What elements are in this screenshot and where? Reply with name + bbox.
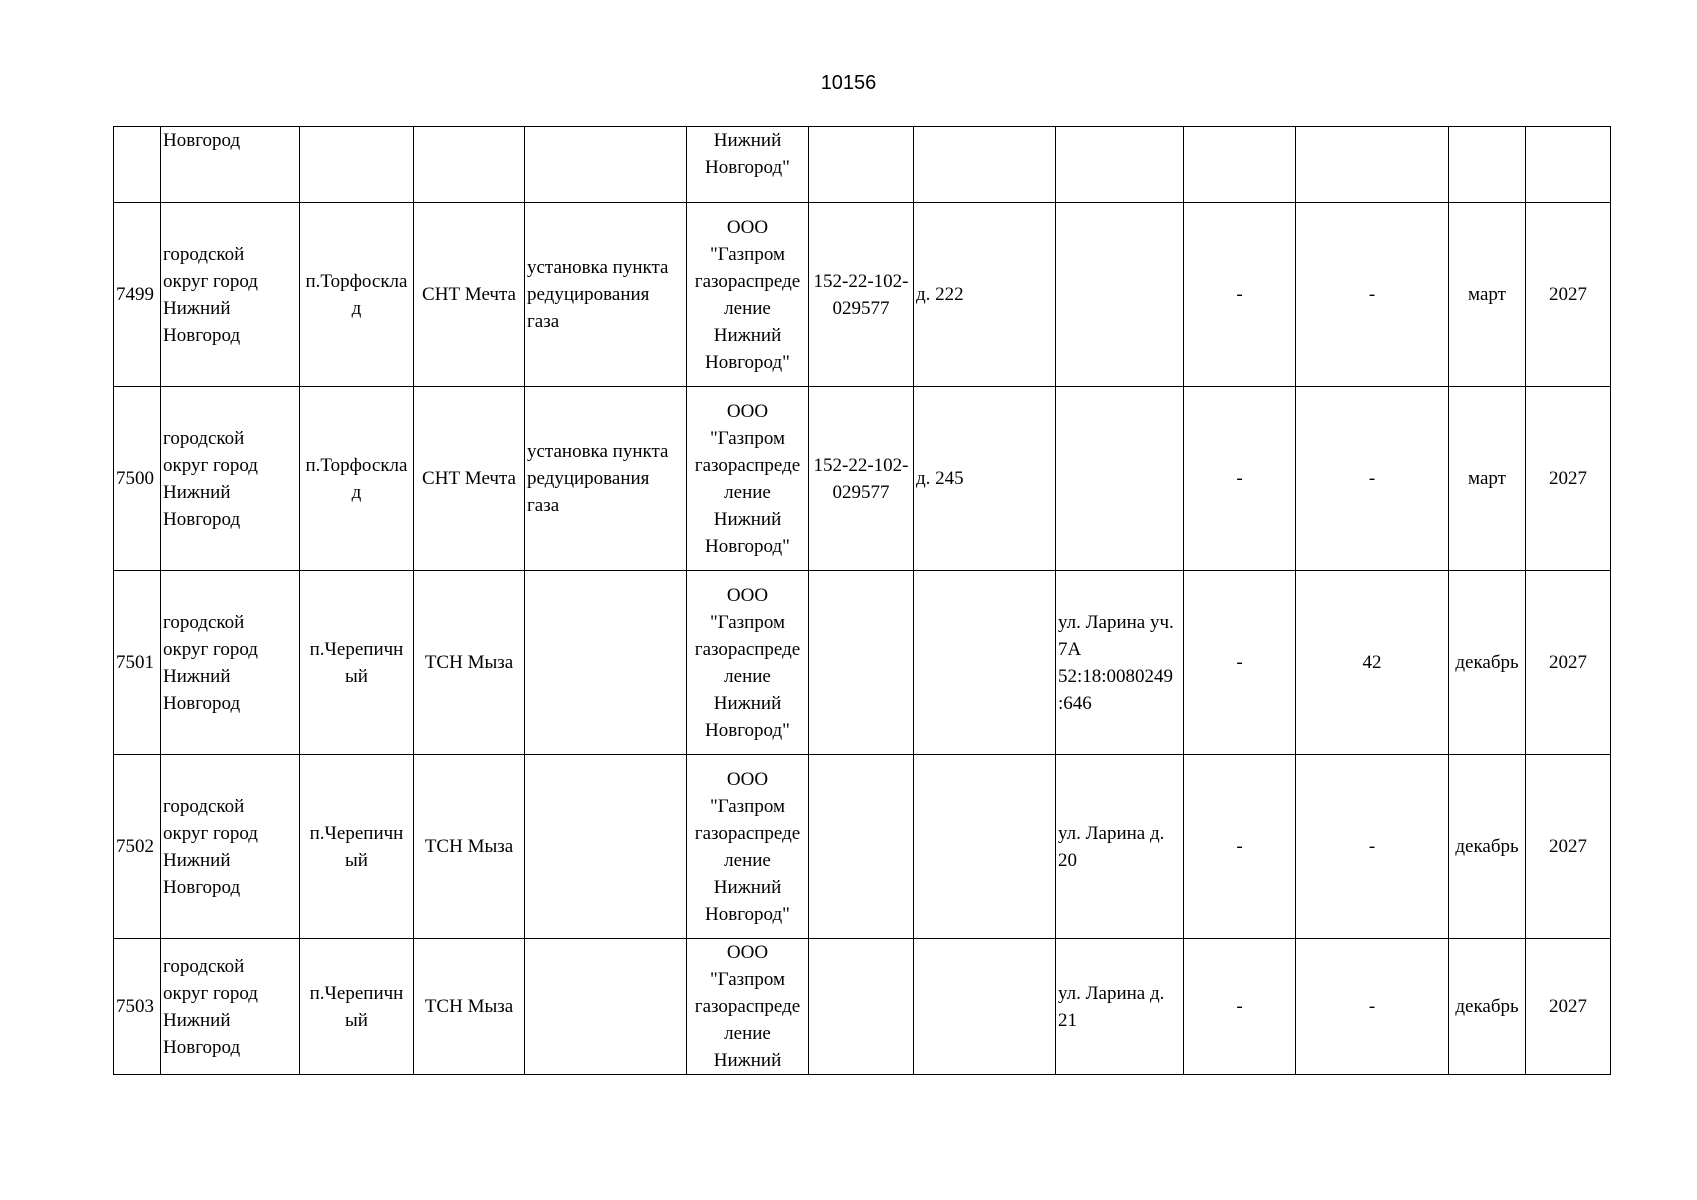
municipality-line: Новгород: [163, 324, 241, 346]
operator-line: газораспреде: [694, 638, 801, 660]
cell-month: декабрь: [1449, 571, 1526, 755]
cell-num: 7503: [114, 939, 161, 1075]
operator-line: Новгород": [705, 903, 790, 925]
cell-org: ТСН Мыза: [414, 939, 525, 1075]
cell-year: [1526, 127, 1611, 203]
cell-municipality: [161, 571, 300, 755]
work-line: редуцирования: [527, 284, 650, 305]
page-number: 10156: [820, 72, 877, 94]
cell-address: [1056, 755, 1184, 939]
municipality-line: Новгород: [163, 1036, 241, 1058]
cell-num: 7500: [114, 387, 161, 571]
cell-work: [525, 571, 687, 755]
table-row: [114, 755, 1611, 939]
cell-col-a: -: [1184, 939, 1296, 1075]
cell-gas-id: [809, 939, 914, 1075]
cell-house: [914, 571, 1056, 755]
cell-address: [1056, 939, 1184, 1075]
operator-line: ООО: [726, 400, 769, 422]
operator-line: ООО: [726, 216, 769, 238]
operator-line: "Газпром: [709, 427, 786, 449]
municipality-line: городской: [163, 611, 245, 633]
gasification-register-table: [113, 126, 1611, 1075]
address-line: ул. Ларина уч.: [1058, 611, 1174, 633]
cell-org: [414, 127, 525, 203]
table-row: [114, 203, 1611, 387]
cell-gas-id: [809, 571, 914, 755]
operator-line: ление: [724, 481, 771, 503]
cell-house: д. 245: [914, 387, 1056, 571]
operator-line: "Газпром: [709, 611, 786, 633]
operator-line: Новгород": [705, 719, 790, 741]
address-line: ул. Ларина д.: [1058, 822, 1165, 844]
operator-line: Нижний: [713, 324, 782, 346]
settlement-line: п.Черепичн: [309, 638, 404, 660]
table-row-continuation: [114, 127, 1611, 203]
cell-operator: [687, 571, 809, 755]
cell-month: [1449, 127, 1526, 203]
settlement-line: п.Торфоскла: [305, 454, 408, 476]
municipality-line: округ город: [163, 982, 258, 1004]
operator-line: газораспреде: [694, 454, 801, 476]
cell-settlement: [300, 203, 414, 387]
cell-col-b: -: [1296, 203, 1449, 387]
operator-line: ООО: [726, 942, 769, 963]
gas-id-line: 029577: [832, 297, 890, 319]
address-line: 52:18:0080249: [1058, 665, 1174, 687]
operator-line: ООО: [726, 768, 769, 790]
work-line: газа: [527, 311, 560, 332]
cell-settlement: [300, 127, 414, 203]
cell-col-b: -: [1296, 755, 1449, 939]
operator-line: Нижний: [713, 876, 782, 898]
work-line: установка пункта: [527, 441, 669, 462]
municipality-line: округ город: [163, 822, 258, 844]
municipality-line: городской: [163, 243, 245, 265]
cell-municipality: [161, 939, 300, 1075]
cell-gas-id: [809, 127, 914, 203]
operator-line: газораспреде: [694, 270, 801, 292]
operator-line: газораспреде: [694, 996, 801, 1017]
municipality-line: округ город: [163, 454, 258, 476]
operator-line: Новгород": [705, 157, 790, 178]
settlement-line: ый: [345, 665, 368, 687]
gas-id-line: 152-22-102-: [813, 454, 909, 476]
cell-col-a: -: [1184, 571, 1296, 755]
cell-col-a: -: [1184, 387, 1296, 571]
operator-line: Нижний: [713, 1050, 782, 1071]
operator-line: ООО: [726, 584, 769, 606]
cell-operator: [687, 203, 809, 387]
cell-municipality: Новгород: [161, 127, 300, 203]
cell-municipality: [161, 755, 300, 939]
cell-year: 2027: [1526, 939, 1611, 1075]
work-line: редуцирования: [527, 468, 650, 489]
cell-month: март: [1449, 387, 1526, 571]
operator-line: ление: [724, 297, 771, 319]
address-line: 20: [1058, 849, 1077, 871]
cell-work: [525, 387, 687, 571]
cell-num: 7499: [114, 203, 161, 387]
work-line: газа: [527, 495, 560, 516]
municipality-line: Новгород: [163, 692, 241, 714]
cell-address: [1056, 571, 1184, 755]
cell-col-b: -: [1296, 387, 1449, 571]
operator-line: Нижний: [713, 508, 782, 530]
cell-house: д. 222: [914, 203, 1056, 387]
settlement-line: ый: [345, 849, 368, 871]
cell-num: [114, 127, 161, 203]
municipality-line: Новгород: [163, 508, 241, 530]
cell-col-a: [1184, 127, 1296, 203]
cell-gas-id: [809, 387, 914, 571]
operator-line: Нижний: [713, 130, 782, 151]
municipality-line: Нижний: [163, 1009, 231, 1031]
cell-num: 7502: [114, 755, 161, 939]
cell-org: ТСН Мыза: [414, 755, 525, 939]
cell-house: [914, 127, 1056, 203]
cell-work: [525, 939, 687, 1075]
cell-col-b: -: [1296, 939, 1449, 1075]
cell-month: март: [1449, 203, 1526, 387]
cell-operator: [687, 127, 809, 203]
cell-address: [1056, 387, 1184, 571]
cell-num: 7501: [114, 571, 161, 755]
municipality-line: Нижний: [163, 297, 231, 319]
municipality-line: Нижний: [163, 481, 231, 503]
operator-line: ление: [724, 1023, 771, 1044]
gas-id-line: 029577: [832, 481, 890, 503]
cell-gas-id: [809, 203, 914, 387]
cell-settlement: [300, 387, 414, 571]
operator-line: ление: [724, 849, 771, 871]
cell-work: [525, 127, 687, 203]
municipality-line: Нижний: [163, 849, 231, 871]
cell-work: [525, 203, 687, 387]
cell-settlement: [300, 571, 414, 755]
settlement-line: ый: [345, 1009, 368, 1031]
settlement-line: д: [351, 481, 362, 503]
operator-line: газораспреде: [694, 822, 801, 844]
operator-line: Новгород": [705, 351, 790, 373]
cell-operator: [687, 387, 809, 571]
cell-month: декабрь: [1449, 755, 1526, 939]
cell-house: [914, 755, 1056, 939]
operator-line: Новгород": [705, 535, 790, 557]
municipality-line: городской: [163, 795, 245, 817]
cell-municipality: [161, 387, 300, 571]
cell-house: [914, 939, 1056, 1075]
municipality-line: Нижний: [163, 665, 231, 687]
cell-org: СНТ Мечта: [414, 387, 525, 571]
cell-settlement: [300, 939, 414, 1075]
operator-line: "Газпром: [709, 795, 786, 817]
work-line: установка пункта: [527, 257, 669, 278]
municipality-line: городской: [163, 955, 245, 977]
cell-col-a: -: [1184, 755, 1296, 939]
cell-operator: [687, 755, 809, 939]
municipality-line: Новгород: [163, 876, 241, 898]
address-line: 21: [1058, 1009, 1077, 1031]
cell-org: ТСН Мыза: [414, 571, 525, 755]
cell-operator: [687, 939, 809, 1075]
settlement-line: п.Черепичн: [309, 822, 404, 844]
cell-year: 2027: [1526, 387, 1611, 571]
address-line: 7А: [1058, 638, 1082, 660]
cell-col-b: [1296, 127, 1449, 203]
cell-col-a: -: [1184, 203, 1296, 387]
settlement-line: п.Торфоскла: [305, 270, 408, 292]
gas-id-line: 152-22-102-: [813, 270, 909, 292]
cell-year: 2027: [1526, 571, 1611, 755]
cell-address: [1056, 127, 1184, 203]
municipality-line: округ город: [163, 270, 258, 292]
address-line: ул. Ларина д.: [1058, 982, 1165, 1004]
cell-municipality: [161, 203, 300, 387]
cell-work: [525, 755, 687, 939]
municipality-line: округ город: [163, 638, 258, 660]
operator-line: "Газпром: [709, 969, 786, 990]
cell-year: 2027: [1526, 755, 1611, 939]
settlement-line: д: [351, 297, 362, 319]
address-line: :646: [1058, 692, 1092, 714]
table-row: [114, 387, 1611, 571]
operator-line: ление: [724, 665, 771, 687]
municipality-line: городской: [163, 427, 245, 449]
cell-settlement: [300, 755, 414, 939]
operator-line: Нижний: [713, 692, 782, 714]
cell-col-b: 42: [1296, 571, 1449, 755]
cell-month: декабрь: [1449, 939, 1526, 1075]
operator-line: "Газпром: [709, 243, 786, 265]
cell-year: 2027: [1526, 203, 1611, 387]
cell-gas-id: [809, 755, 914, 939]
cell-org: СНТ Мечта: [414, 203, 525, 387]
settlement-line: п.Черепичн: [309, 982, 404, 1004]
table-row: [114, 571, 1611, 755]
table-row: [114, 939, 1611, 1075]
cell-address: [1056, 203, 1184, 387]
